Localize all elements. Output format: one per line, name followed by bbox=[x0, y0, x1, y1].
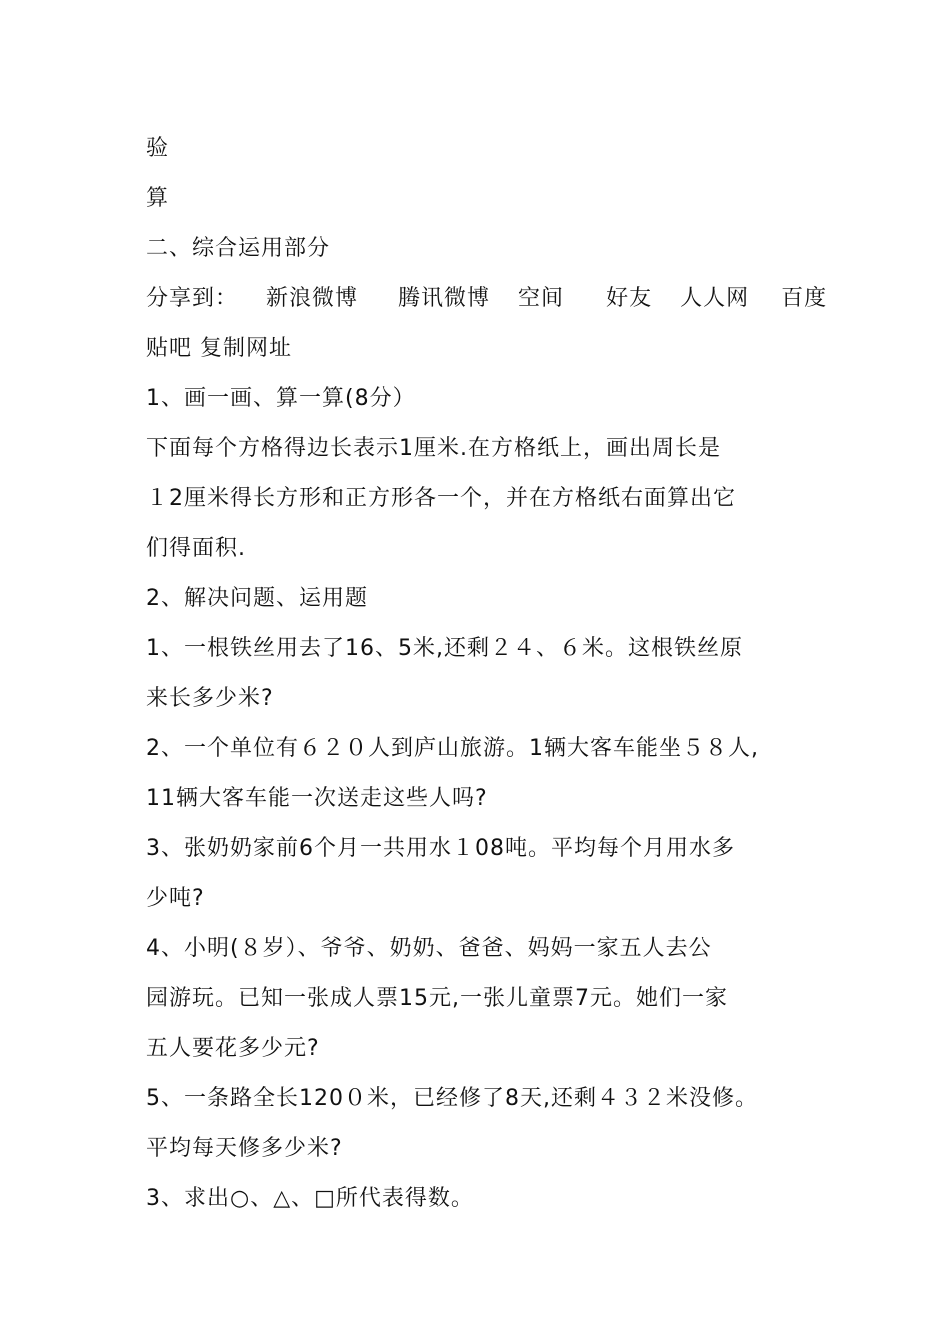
share-link-tencent-weibo[interactable]: 腾讯微博 bbox=[398, 286, 491, 311]
problem-2-line-1: 2、一个单位有６２０人到庐山旅游。1辆大客车能坐５８人, bbox=[146, 736, 759, 761]
question-1-text-line-1: 下面每个方格得边长表示1厘米.在方格纸上，画出周长是 bbox=[146, 436, 721, 461]
share-bar-continued[interactable]: 贴吧 复制网址 bbox=[146, 336, 292, 361]
question-1-text-line-3: 们得面积. bbox=[146, 536, 246, 561]
problem-4-line-3: 五人要花多少元? bbox=[146, 1036, 320, 1061]
share-link-baidu[interactable]: 百度 bbox=[781, 286, 828, 311]
problem-1-line-2: 来长多少米? bbox=[146, 686, 274, 711]
text-line-1: 验 bbox=[146, 136, 170, 161]
problem-2-line-2: 11辆大客车能一次送走这些人吗? bbox=[146, 786, 488, 811]
text-line-2: 算 bbox=[146, 186, 170, 211]
share-prefix: 分享到： bbox=[146, 286, 239, 311]
share-link-friends[interactable]: 好友 bbox=[606, 286, 653, 311]
question-3-title: 3、求出○、△、□所代表得数。 bbox=[146, 1186, 474, 1211]
problem-5-line-1: 5、一条路全长120０米，已经修了8天,还剩４３２米没修。 bbox=[146, 1086, 758, 1111]
section-heading: 二、综合运用部分 bbox=[146, 236, 331, 261]
share-link-qzone[interactable]: 空间 bbox=[518, 286, 565, 311]
problem-3-line-2: 少吨? bbox=[146, 886, 205, 911]
question-1-title: 1、画一画、算一算(8分） bbox=[146, 386, 416, 411]
share-bar bbox=[146, 284, 826, 314]
question-1-text-line-2: １2厘米得长方形和正方形各一个，并在方格纸右面算出它 bbox=[146, 486, 736, 511]
problem-1-line-1: 1、一根铁丝用去了16、5米,还剩２４、６米。这根铁丝原 bbox=[146, 636, 743, 661]
share-link-weibo[interactable]: 新浪微博 bbox=[266, 286, 359, 311]
problem-4-line-2: 园游玩。已知一张成人票15元,一张儿童票7元。她们一家 bbox=[146, 986, 728, 1011]
question-2-title: 2、解决问题、运用题 bbox=[146, 586, 368, 611]
share-link-renren[interactable]: 人人网 bbox=[680, 286, 750, 311]
problem-3-line-1: 3、张奶奶家前6个月一共用水１08吨。平均每个月用水多 bbox=[146, 836, 735, 861]
problem-4-line-1: 4、小明(８岁）、爷爷、奶奶、爸爸、妈妈一家五人去公 bbox=[146, 936, 712, 961]
problem-5-line-2: 平均每天修多少米? bbox=[146, 1136, 343, 1161]
